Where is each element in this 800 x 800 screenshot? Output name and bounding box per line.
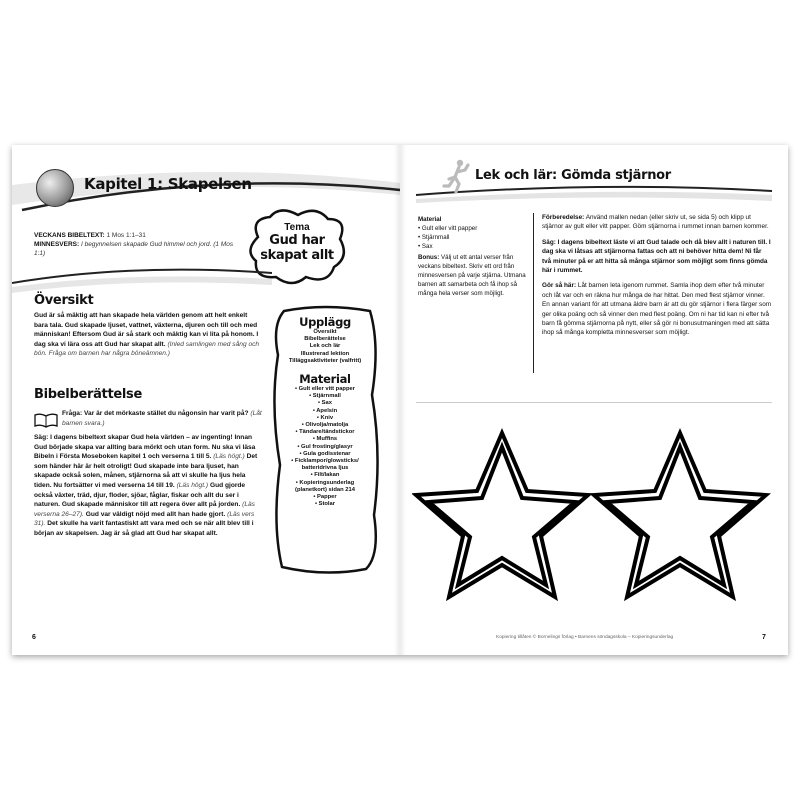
book-icon	[34, 412, 58, 428]
gor-text: Låt barnen leta igenom rummet. Samla ihop dem efter två minuter och låt var och en räkna hur många de har hittat. Den med flest stjärnor vinner. En annan variant för att utmana äldre barn är att du gör stjärnor i flera färger som ger olika poäng och så vinner den med flest poäng. Om ni har tid kan ni efter två barn få gömma stjärnorna på nytt, eller så gör ni bonusutmaningen med att sätta ihop så många kompletta minnesverser som möjligt.	[542, 282, 772, 337]
memory-text: I begynnelsen skapade Gud himmel och jord. (1 Mos 1:1)	[34, 241, 234, 257]
material-item: • Tändare/tändstickor	[295, 429, 355, 436]
oversikt-body: Gud är så mäktig att han skapade hela världen genom att helt enkelt bara tala. Gud skapade ljuset, vattnet, växterna, djuren och till och med människan! Eftersom Gud är så stark och mäktig kan vi lita på honom. I dag ska vi lära oss att	[34, 312, 259, 348]
material-item: • Kopieringsunderlag	[295, 479, 355, 486]
oversikt-italic: (Inled samlingen med sång och bön. Fråga om barnen har några böneämnen.)	[34, 340, 260, 358]
fraga-block	[62, 409, 262, 428]
memory-label: MINNESVERS:	[34, 241, 80, 248]
bibel-heading: Bibelberättelse	[34, 387, 143, 402]
section-swoosh	[12, 263, 272, 293]
upplagg-box	[270, 305, 380, 575]
sag-text-right: I dagens bibeltext läste vi att Gud talade och då blev allt i naturen till. I dag ska vi låtsas att stjärnorna fattas och att ni behöver hitta dem! Ni får två minuter på er att hitta så många stjärnor som möjligt som finns gömda här i rummet.	[542, 238, 771, 275]
planet-icon	[36, 169, 74, 207]
material-list-item: • Sax	[418, 242, 526, 251]
material-item: • Kniv	[316, 414, 334, 421]
sag-italic-1: (Läs högt.)	[213, 453, 245, 461]
forberedelse-label: Förberedelse:	[542, 214, 585, 221]
sag-italic-4: (Läs vers 31).	[34, 510, 255, 528]
material-item: • Muffins	[312, 436, 338, 443]
page-number-left: 6	[32, 634, 36, 641]
sag-label-right: Säg:	[542, 238, 556, 246]
material-list-item: • Gult eller vitt papper	[418, 224, 526, 233]
book-spread	[12, 145, 788, 655]
upplagg-item: Bibelberättelse	[304, 336, 346, 343]
material-list-item: • Stjärnmall	[418, 233, 526, 242]
material-column	[418, 215, 526, 298]
material-item: • Stjärnmall	[309, 393, 341, 400]
verse-ref: 1 Mos 1:1–31	[106, 232, 146, 239]
lek-title: Lek och lär: Gömda stjärnor	[475, 168, 671, 183]
material-item: • Gult eller vitt papper	[294, 386, 355, 393]
upplagg-item: Tilläggsaktiviteter (valfritt)	[288, 357, 362, 364]
forberedelse-paragraph	[542, 213, 772, 232]
upplagg-item: Illustrerad lektion	[300, 350, 350, 357]
instructions-column	[542, 213, 772, 344]
tema-line-1: Gud har	[269, 233, 325, 248]
tema-label: Tema	[284, 222, 310, 233]
stars-divider	[416, 402, 772, 403]
chapter-title: Kapitel 1: Skapelsen	[84, 175, 252, 193]
material-item: • Olivolja/matolja	[301, 422, 349, 429]
material-title: Material	[299, 372, 351, 387]
runner-icon	[442, 159, 472, 193]
page-number-right: 7	[762, 634, 766, 641]
upplagg-title: Upplägg	[299, 315, 351, 329]
bonus-label: Bonus:	[418, 254, 440, 261]
material-heading: Material	[418, 216, 442, 223]
material-item: • Apelsin	[312, 407, 338, 414]
star-right	[594, 433, 766, 597]
sag-text-4: Gud var väldigt nöjd med allt han hade gjort.	[85, 510, 226, 518]
sag-block	[34, 433, 262, 539]
material-item: (planetkort) sidan 214	[295, 486, 355, 493]
oversikt-bold: Gud har skapat allt.	[104, 340, 166, 348]
left-page	[12, 145, 401, 655]
gor-label: Gör så här:	[542, 282, 577, 290]
page-footer: Kopiering tillåten © Bornelings förlag • Barnens söndagsskola – Kopieringsunderlag	[496, 635, 674, 640]
sag-text-3: Gud gjorde också växter, träd, djur, floder, sjöar, fåglar, fiskar och allt du ser i naturen. Gud skapade människor till att regera över allt på jorden.	[34, 481, 246, 509]
tema-line-2: skapat allt	[260, 248, 334, 263]
sag-text-5: Det skulle ha varit fantastiskt att vara med och se när allt blev till i början av skapelsen. Jag är så glad att	[34, 520, 254, 537]
book-gutter	[394, 145, 406, 655]
material-list	[418, 224, 526, 251]
material-item: • Sax	[318, 400, 332, 407]
fraga-text: Var är det mörkaste stället du någonsin har varit på?	[84, 410, 249, 417]
star-left	[416, 433, 588, 597]
right-page	[400, 145, 788, 655]
forberedelse-text: Använd mallen nedan (eller skriv ut, se sida 5) och klipp ut stjärnor av gult eller vitt papper. Göm stjärnorna i rummet innan barnen kommer.	[542, 214, 769, 231]
material-item: • Papper	[313, 494, 337, 501]
material-item: • Gul frosting/glasyr	[297, 443, 353, 450]
oversikt-text	[34, 311, 262, 359]
bonus-text: Välj ut ett antal verser från veckans bibeltext. Skriv ett ord från minnesversen på varje stjärna. Utmana barnen att samarbeta och få ihop så många hela verser som möjligt.	[418, 254, 526, 297]
star-templates	[412, 425, 772, 605]
material-item: • Ficklampor/glowsticks/	[291, 458, 359, 465]
oversikt-heading: Översikt	[34, 293, 94, 308]
material-item: batteridrivna ljus	[301, 465, 349, 472]
material-item: • Stolar	[314, 501, 336, 508]
material-item: • Filt/lakan	[310, 472, 340, 479]
fraga-label: Fråga:	[62, 410, 83, 417]
gor-paragraph	[542, 281, 772, 337]
upplagg-item: Översikt	[313, 329, 337, 335]
verse-block	[34, 231, 234, 258]
lek-header	[400, 145, 788, 205]
sag-text-2: Det som händer här är helt otroligt! Gud skapade inte bara ljuset, han skapade också solen, månen, stjärnorna så att vi skulle ha ljus hela tiden. Nu fortsätter vi med verserna 14 till 19.	[34, 453, 258, 489]
sag-italic-2: (Läs högt.)	[176, 481, 209, 489]
sag-label: Säg:	[34, 434, 49, 441]
sag-bold-end: Gud har skapat allt.	[156, 529, 218, 537]
verse-label: VECKANS BIBELTEXT:	[34, 232, 105, 239]
upplagg-item: Lek och lär	[309, 343, 341, 350]
sag-text-1: I dagens bibeltext skapar Gud hela världen – av ingenting! Innan Gud började skapa var allting bara mörkt och utan form. Nu ska vi läsa Bibeln i Första Moseboken kapitel 1 och verserna 1 till 5.	[34, 434, 256, 461]
sag-paragraph	[542, 238, 772, 276]
column-divider	[533, 213, 534, 373]
fraga-italic: (Låt barnen svara.)	[62, 410, 262, 427]
sag-italic-3: (Läs verserna 26–27).	[34, 501, 255, 518]
material-item: • Gula godisstenar	[299, 450, 351, 457]
